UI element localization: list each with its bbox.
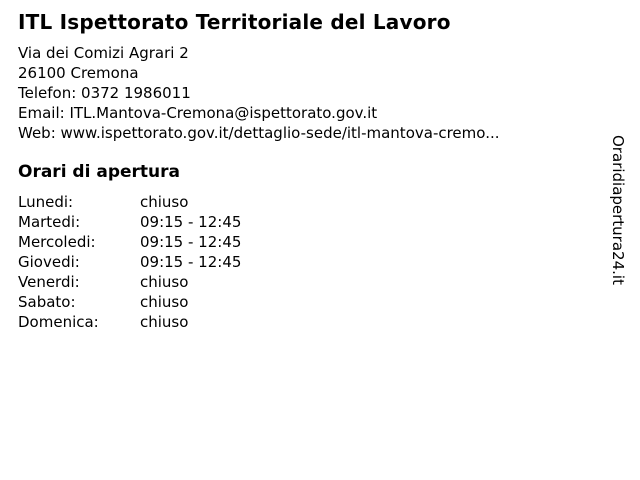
- day-hours: 09:15 - 12:45: [140, 253, 242, 271]
- table-row: [18, 252, 640, 272]
- table-row: [18, 192, 640, 212]
- day-label: Giovedi:: [18, 253, 80, 271]
- email-line: Email: ITL.Mantova-Cremona@ispettorato.gov.it: [18, 104, 378, 122]
- web-line: Web: www.ispettorato.gov.it/dettaglio-sede/itl-mantova-cremo...: [18, 124, 500, 142]
- day-label: Sabato:: [18, 293, 76, 311]
- opening-hours-heading: Orari di apertura: [18, 162, 180, 182]
- address-line-1: Via dei Comizi Agrari 2: [18, 44, 189, 62]
- day-hours: chiuso: [140, 293, 189, 311]
- day-hours: chiuso: [140, 313, 189, 331]
- table-row: [18, 292, 640, 312]
- table-row: [18, 232, 640, 252]
- day-hours: chiuso: [140, 193, 189, 211]
- contact-info: [18, 43, 640, 143]
- day-label: Domenica:: [18, 313, 99, 331]
- day-hours: chiuso: [140, 273, 189, 291]
- address-line-2: 26100 Cremona: [18, 64, 139, 82]
- day-hours: 09:15 - 12:45: [140, 213, 242, 231]
- page-title: ITL Ispettorato Territoriale del Lavoro: [18, 10, 451, 34]
- opening-hours-table: [18, 192, 640, 332]
- day-label: Lunedi:: [18, 193, 74, 211]
- table-row: [18, 312, 640, 332]
- day-label: Venerdi:: [18, 273, 80, 291]
- table-row: [18, 212, 640, 232]
- day-label: Martedi:: [18, 213, 81, 231]
- day-hours: 09:15 - 12:45: [140, 233, 242, 251]
- site-watermark: Oraridiapertura24.it: [609, 135, 627, 285]
- phone-line: Telefon: 0372 1986011: [18, 84, 191, 102]
- table-row: [18, 272, 640, 292]
- day-label: Mercoledi:: [18, 233, 96, 251]
